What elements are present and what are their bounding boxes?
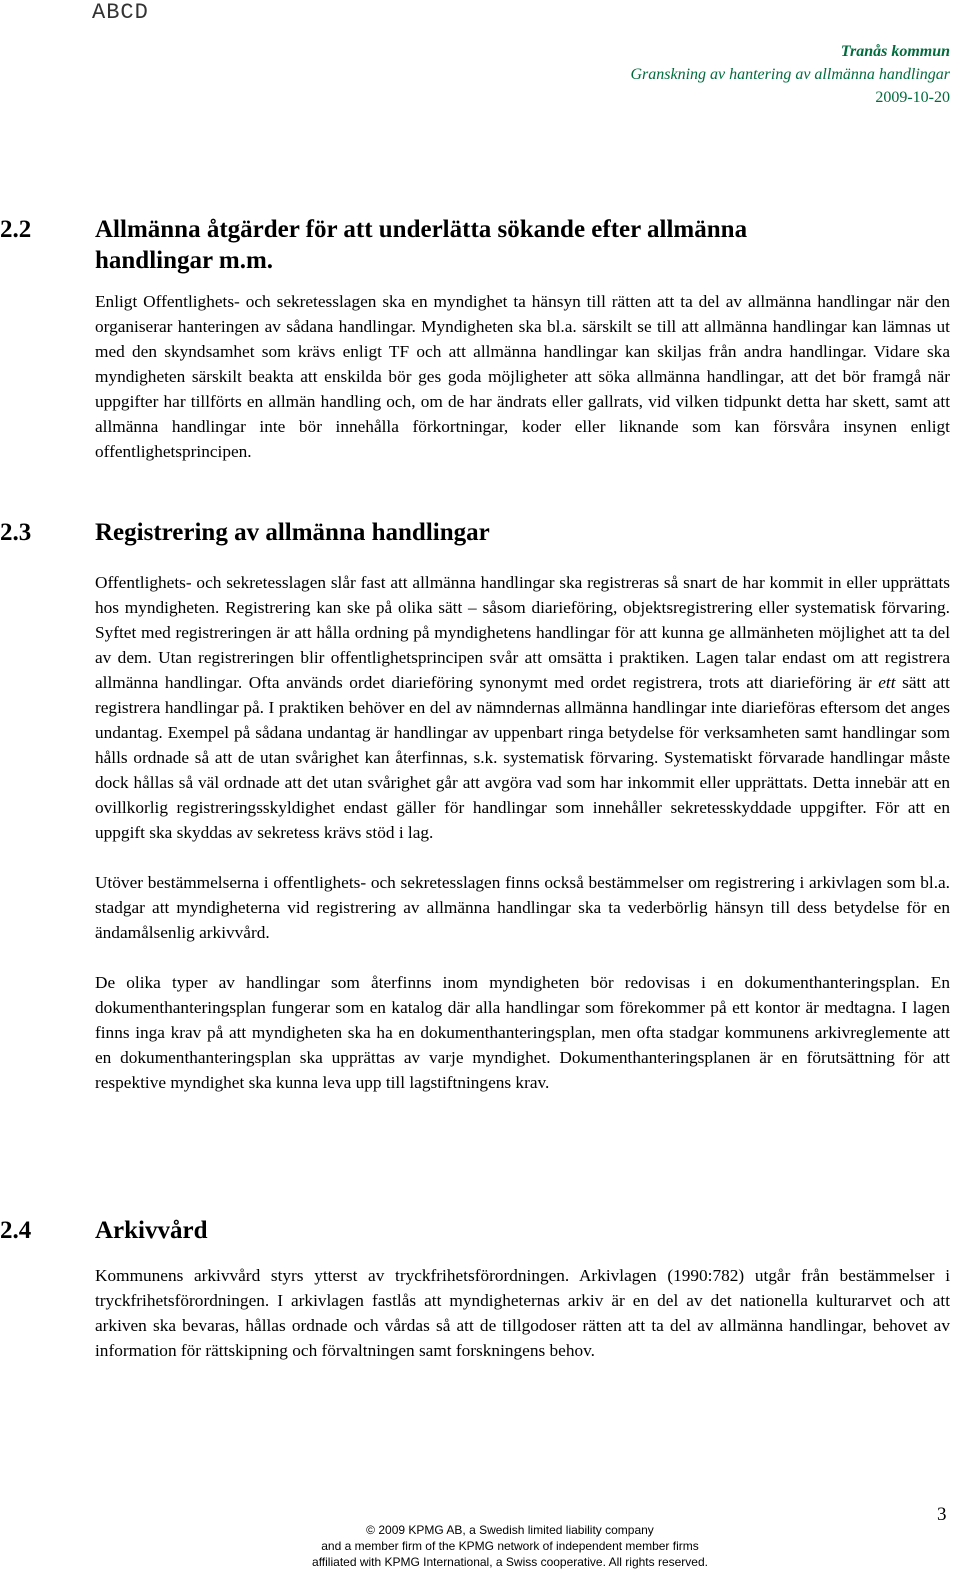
section-number: 2.2 <box>0 216 32 243</box>
section-2-2 <box>0 214 960 464</box>
section-heading <box>0 214 960 276</box>
section-title: Registrering av allmänna handlingar <box>95 519 490 546</box>
section-number: 2.3 <box>0 519 32 546</box>
header-subtitle: Granskning av hantering av allmänna handlingar <box>630 66 950 83</box>
watermark-text: ABCD <box>92 0 149 25</box>
paragraph-text: Offentlighets- och sekretesslagen slår fast att allmänna handlingar ska registreras så snart de har kommit in eller upprättats hos myndigheten. Registrering kan ske på olika sätt – såsom diarieföring, objektsregistrering eller systematisk förvaring. Syftet med registreringen är att hålla ordning på myndighetens handlingar för att kunna ge allmänheten möjlighet att ta del av dem. Utan registreringen blir offentlighetsprincipen svår att omsätta i praktiken. Lagen talar endast om att registrera allmänna handlingar. Ofta används ordet diarieföring synonymt med ordet registrera, trots att diarieföring är <box>95 573 950 692</box>
footer-line: affiliated with KPMG International, a Swiss cooperative. All rights reserved. <box>312 1555 708 1569</box>
section-heading <box>0 1215 960 1246</box>
paragraph: Utöver bestämmelserna i offentlighets- och sekretesslagen finns också bestämmelser om registrering i arkivlagen som bl.a. stadgar att myndigheterna vid registrering av allmänna handlingar ska ta vederbörlig hänsyn till dess betydelse för en ändamålsenlig arkivvård. <box>95 873 950 942</box>
page-number: 3 <box>937 1504 947 1525</box>
footer-line: © 2009 KPMG AB, a Swedish limited liability company <box>366 1523 654 1537</box>
paragraph-text: sätt att registrera handlingar på. I praktiken behöver en del av nämndernas allmänna handlingar inte diarieföras eftersom det anges undantag. Exempel på sådana undantag är handlingar av uppenbart ringa betydelse för verksamheten samt handlingar som hålls ordnade så att de utan svårighet kan återfinnas, s.k. systematisk förvaring. Systematiskt förvarade handlingar måste dock hållas så väl ordnade att det utan svårighet går att avgöra vad som har inkommit eller upprättats. Detta innebär att en ovillkorlig registreringsskyldighet endast gäller för handlingar som innehåller sekretesskyddade uppgifter. För att en uppgift ska skyddas av sekretess krävs stöd i lag. <box>95 673 950 842</box>
section-2-4 <box>0 1215 960 1363</box>
document-header <box>630 40 950 109</box>
section-2-3 <box>0 517 960 1095</box>
section-body <box>95 570 950 1095</box>
footer <box>0 1522 960 1570</box>
section-heading <box>0 517 960 548</box>
emphasis-text: ett <box>878 673 896 692</box>
paragraph: De olika typer av handlingar som återfinns inom myndigheten bör redovisas i en dokumenthanteringsplan. En dokumenthanteringsplan fungerar som en katalog där alla handlingar som förekommer på ett kontor är medtagna. I lagen finns inga krav på att myndigheten ska ha en dokumenthanteringsplan, men ofta stadgar kommunens arkivreglemente att en dokumenthanteringsplan ska upprättas av varje myndighet. Dokumenthanteringsplanen är en förutsättning för att respektive myndighet ska kunna leva upp till lagstiftningens krav. <box>95 973 950 1092</box>
section-title: Allmänna åtgärder för att underlätta sökande efter allmänna handlingar m.m. <box>95 216 748 274</box>
section-body <box>95 1263 950 1363</box>
section-title: Arkivvård <box>95 1217 208 1244</box>
footer-line: and a member firm of the KPMG network of independent member firms <box>321 1539 699 1553</box>
section-number: 2.4 <box>0 1217 32 1244</box>
paragraph: Kommunens arkivvård styrs ytterst av tryckfrihetsförordningen. Arkivlagen (1990:782) utgår från bestämmelser i tryckfrihetsförordningen. I arkivlagen fastlås att myndigheternas arkiv är en del av det nationella kulturarvet och att arkiven ska bevaras, hållas ordnade och vårdas så att de tillgodoser rätten att ta del av allmänna handlingar, behovet av information för rättskipning och förvaltningen samt forskningens behov. <box>95 1266 950 1360</box>
header-date: 2009-10-20 <box>875 89 950 106</box>
paragraph: Enligt Offentlighets- och sekretesslagen ska en myndighet ta hänsyn till rätten att ta del av allmänna handlingar när den organiserar hanteringen av sådana handlingar. Myndigheten ska bl.a. särskilt se till att allmänna handlingar kan lämnas ut med den skyndsamhet som krävs enligt TF och att allmänna handlingar kan skiljas från andra handlingar. Vidare ska myndigheten särskilt beakta att enskilda bör ges goda möjligheter att söka allmänna handlingar, att det bör framgå när uppgifter har tillförts en allmän handling och, om de har ändrats eller gallrats, vid vilken tidpunkt detta har skett, samt att allmänna handlingar inte bör innehålla förkortningar, koder eller liknande som kan försvåra insynen enligt offentlighetsprincipen. <box>95 292 950 461</box>
paragraph <box>95 570 950 845</box>
section-body <box>95 289 950 464</box>
header-organization: Tranås kommun <box>840 43 950 60</box>
